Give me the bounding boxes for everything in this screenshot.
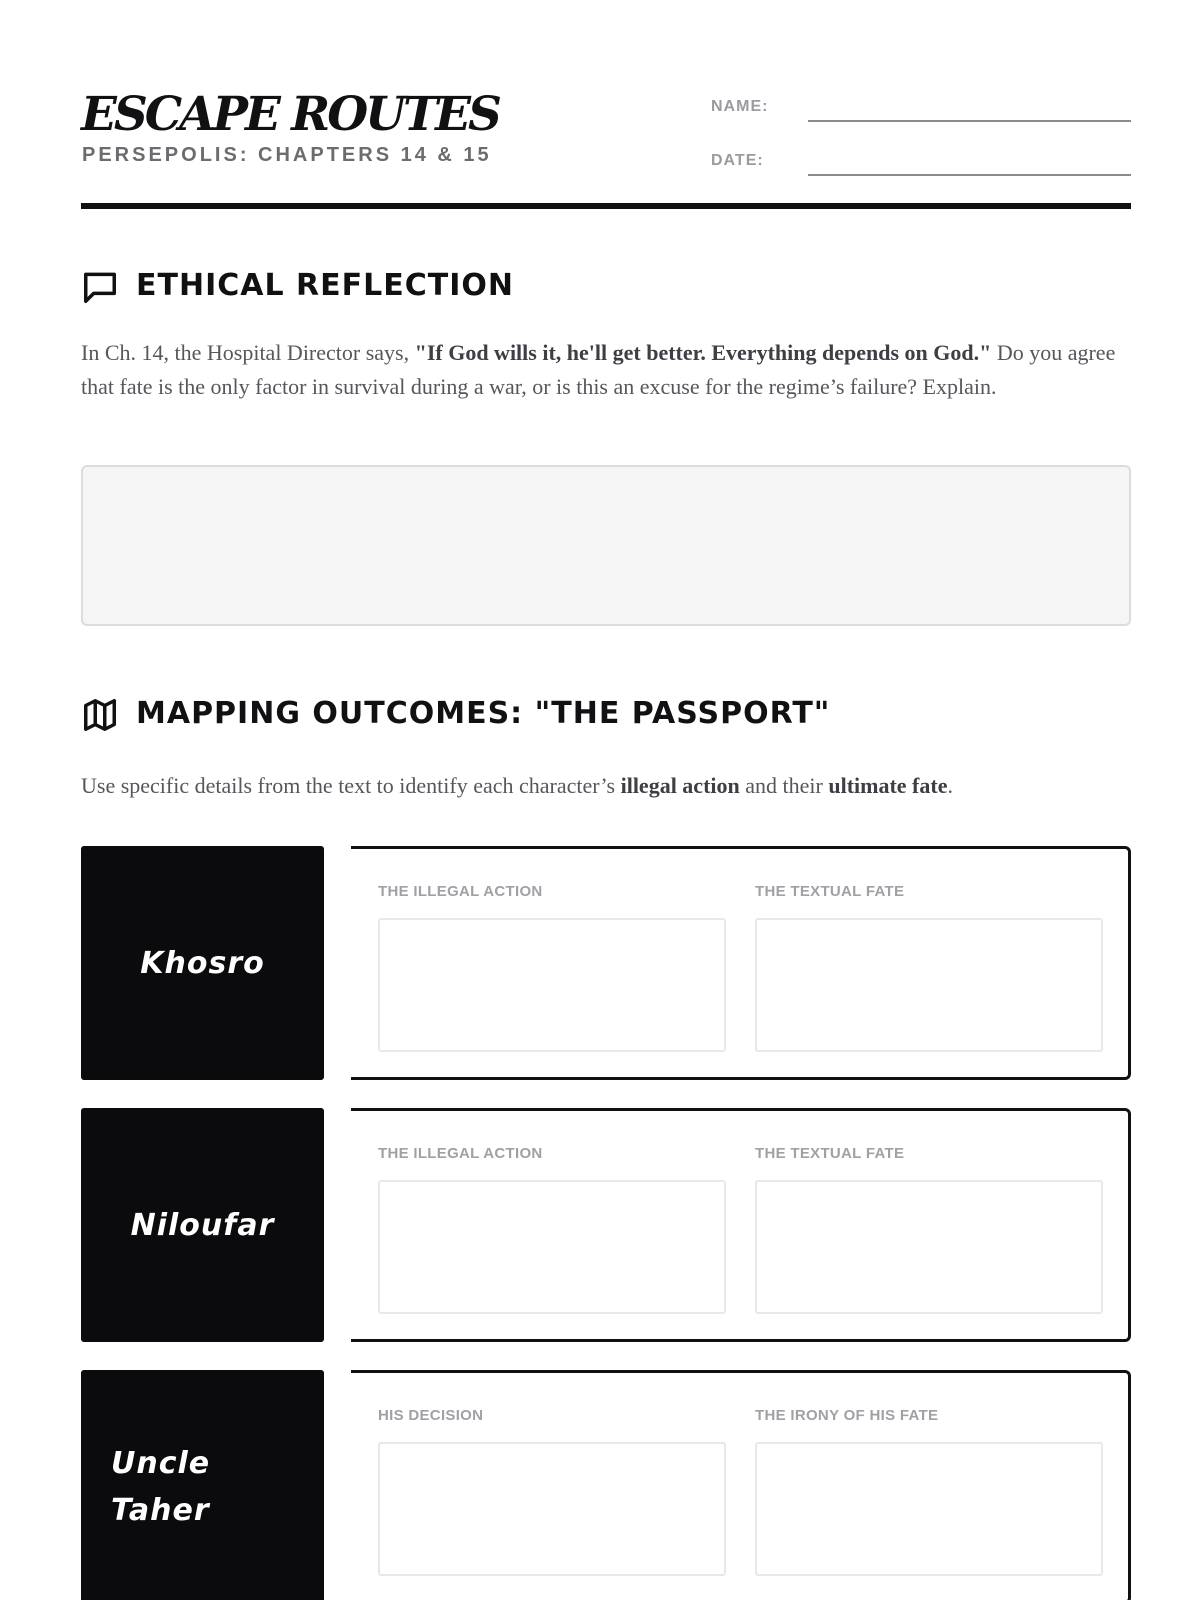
textual-fate-label: THE TEXTUAL FATE [755,1145,905,1162]
page-subtitle: PERSEPOLIS: CHAPTERS 14 & 15 [82,144,492,166]
character-name-box [81,1108,324,1342]
ethical-reflection-heading [81,265,1131,305]
ethical-reflection-title: ETHICAL REFLECTION [136,268,514,303]
textual-fate-label: THE TEXTUAL FATE [755,883,905,900]
intro-bold-illegal-action: illegal action [620,773,740,798]
character-row-niloufar [81,1108,1131,1342]
decision-answer-box[interactable] [378,1442,726,1576]
prompt-text-end: Do you agree that fate is the only factor in survival during a war, or is this an excuse for the regime’s failure? Explain. [81,340,1116,399]
name-field[interactable] [808,120,1131,122]
intro-text-end: . [947,773,953,798]
illegal-action-answer-box[interactable] [378,918,726,1052]
character-name: Uncle Taher [111,1446,211,1528]
worksheet-header [81,84,1131,208]
map-icon [81,696,119,734]
page-title: ESCAPE ROUTES [81,87,499,142]
intro-bold-ultimate-fate: ultimate fate [828,773,948,798]
illegal-action-label: THE ILLEGAL ACTION [378,1145,543,1162]
character-name-box [81,846,324,1080]
name-label: NAME: [711,98,769,115]
illegal-action-label: THE ILLEGAL ACTION [378,883,543,900]
ethical-reflection-answer-box[interactable] [81,465,1131,626]
prompt-quote: "If God wills it, he'll get better. Everything depends on God." [414,340,992,365]
irony-of-fate-answer-box[interactable] [755,1442,1103,1576]
character-row-khosro [81,846,1131,1080]
textual-fate-answer-box[interactable] [755,1180,1103,1314]
character-card [351,1108,1131,1342]
character-card [351,846,1131,1080]
ethical-reflection-prompt [81,336,1131,404]
irony-of-fate-label: THE IRONY OF HIS FATE [755,1407,939,1424]
character-row-uncle-taher [81,1370,1131,1600]
character-name-box [81,1370,324,1600]
prompt-text: In Ch. 14, the Hospital Director says, [81,340,415,365]
mapping-outcomes-title: MAPPING OUTCOMES: "THE PASSPORT" [136,696,831,731]
name-row [711,90,1131,120]
intro-text: Use specific details from the text to identify each character’s [81,773,621,798]
character-name: Khosro [140,945,265,981]
mapping-outcomes-intro [81,769,1131,803]
date-label: DATE: [711,152,764,169]
mapping-outcomes-heading [81,693,1131,733]
chat-bubble-icon [81,268,119,306]
decision-label: HIS DECISION [378,1407,484,1424]
header-divider [81,203,1131,209]
intro-text-mid: and their [739,773,829,798]
character-name: Niloufar [130,1207,275,1243]
illegal-action-answer-box[interactable] [378,1180,726,1314]
date-row [711,144,1131,174]
date-field[interactable] [808,174,1131,176]
textual-fate-answer-box[interactable] [755,918,1103,1052]
character-card [351,1370,1131,1600]
